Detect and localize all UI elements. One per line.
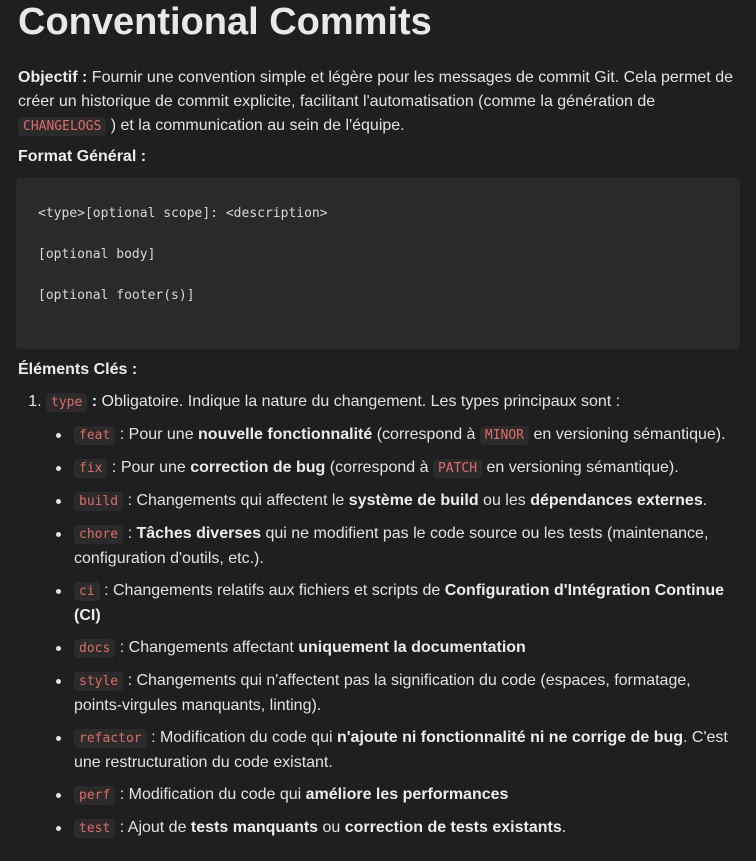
ci-bold: Configuration d'Intégration Continue (CI): [74, 582, 725, 624]
style-text-pre: : Changements qui n'affectent pas la signification du code (espaces, formatage, points-virgules manquants, linting).: [74, 672, 691, 714]
feat-code: feat: [74, 426, 115, 445]
fix-text-pre: : Pour une: [107, 459, 191, 476]
fix-bold: correction de bug: [190, 459, 326, 476]
refactor-text-pre: : Modification du code qui: [146, 729, 337, 746]
chore-bold: Tâches diverses: [136, 525, 262, 542]
docs-code: docs: [74, 639, 115, 658]
test-bold-2: correction de tests existants: [344, 819, 562, 836]
fix-text-mid: (correspond à: [325, 459, 433, 476]
type-colon: :: [87, 393, 98, 410]
page-title: Conventional Commits: [18, 1, 432, 43]
fix-code: fix: [74, 459, 107, 478]
perf-text-pre: : Modification du code qui: [115, 786, 306, 803]
list-item-fix: [74, 456, 738, 481]
docs-text-pre: : Changements affectant: [115, 639, 299, 656]
intro-paragraph: [18, 66, 738, 139]
ci-text-pre: : Changements relatifs aux fichiers et scripts de: [99, 582, 445, 599]
build-code: build: [74, 492, 123, 511]
test-text-pre: : Ajout de: [115, 819, 191, 836]
refactor-text-post: . C'est une restructuration du code existant.: [74, 729, 728, 771]
code-line-header: <type>[optional scope]: <description>: [38, 206, 328, 221]
build-text-post: .: [702, 492, 708, 509]
perf-bold: améliore les performances: [305, 786, 509, 803]
chore-text-pre: :: [123, 525, 137, 542]
intro-text-1: Fournir une convention simple et légère pour les messages de commit Git. Cela permet de créer un historique de commit explicite, facilitant l'automatisation (comme la génération de: [18, 69, 733, 110]
patch-code: PATCH: [433, 459, 482, 478]
types-list: [46, 423, 738, 841]
list-item-ci: [74, 579, 738, 628]
type-description: Obligatoire. Indique la nature du changement. Les types principaux sont :: [97, 393, 621, 410]
feat-text-mid: (correspond à: [372, 426, 480, 443]
fix-text-post: en versioning sémantique).: [482, 459, 679, 476]
list-item-feat: [74, 423, 738, 448]
build-bold-2: dépendances externes: [530, 492, 703, 509]
feat-bold: nouvelle fonctionnalité: [198, 426, 373, 443]
list-item-chore: [74, 522, 738, 571]
ci-code: ci: [74, 582, 100, 601]
perf-code: perf: [74, 786, 115, 805]
list-item-build: [74, 489, 738, 514]
list-item-type: [46, 390, 738, 841]
build-text-pre: : Changements qui affectent le: [123, 492, 349, 509]
elements-list: [18, 390, 738, 841]
intro-label: Objectif :: [18, 69, 88, 86]
changelogs-code: CHANGELOGS: [18, 117, 106, 136]
type-code: type: [46, 393, 87, 412]
test-text-mid: ou: [318, 819, 345, 836]
test-code: test: [74, 819, 115, 838]
format-heading: [18, 145, 738, 169]
intro-text-2: ) et la communication au sein de l'équipe.: [106, 117, 405, 134]
format-code-block[interactable]: [16, 178, 740, 349]
code-line-body: [optional body]: [38, 247, 156, 262]
test-text-post: .: [561, 819, 567, 836]
refactor-bold: n'ajoute ni fonctionnalité ni ne corrige de bug: [336, 729, 684, 746]
feat-text-post: en versioning sémantique).: [529, 426, 726, 443]
list-item-style: [74, 669, 738, 718]
code-line-footer: [optional footer(s)]: [38, 288, 195, 303]
list-item-refactor: [74, 726, 738, 775]
list-item-perf: [74, 783, 738, 808]
style-code: style: [74, 672, 123, 691]
list-item-docs: [74, 636, 738, 661]
build-bold: système de build: [348, 492, 479, 509]
chore-code: chore: [74, 525, 123, 544]
feat-text-pre: : Pour une: [115, 426, 199, 443]
elements-heading: [18, 358, 738, 382]
format-label: Format Général :: [18, 148, 147, 165]
chore-text-post: qui ne modifient pas le code source ou les tests (maintenance, configuration d'outils, etc.).: [74, 525, 709, 567]
docs-bold: uniquement la documentation: [298, 639, 526, 656]
refactor-code: refactor: [74, 729, 147, 748]
test-bold: tests manquants: [190, 819, 319, 836]
minor-code: MINOR: [480, 426, 529, 445]
elements-label: Éléments Clés :: [18, 361, 138, 378]
list-item-test: [74, 816, 738, 841]
build-text-mid: ou les: [478, 492, 531, 509]
